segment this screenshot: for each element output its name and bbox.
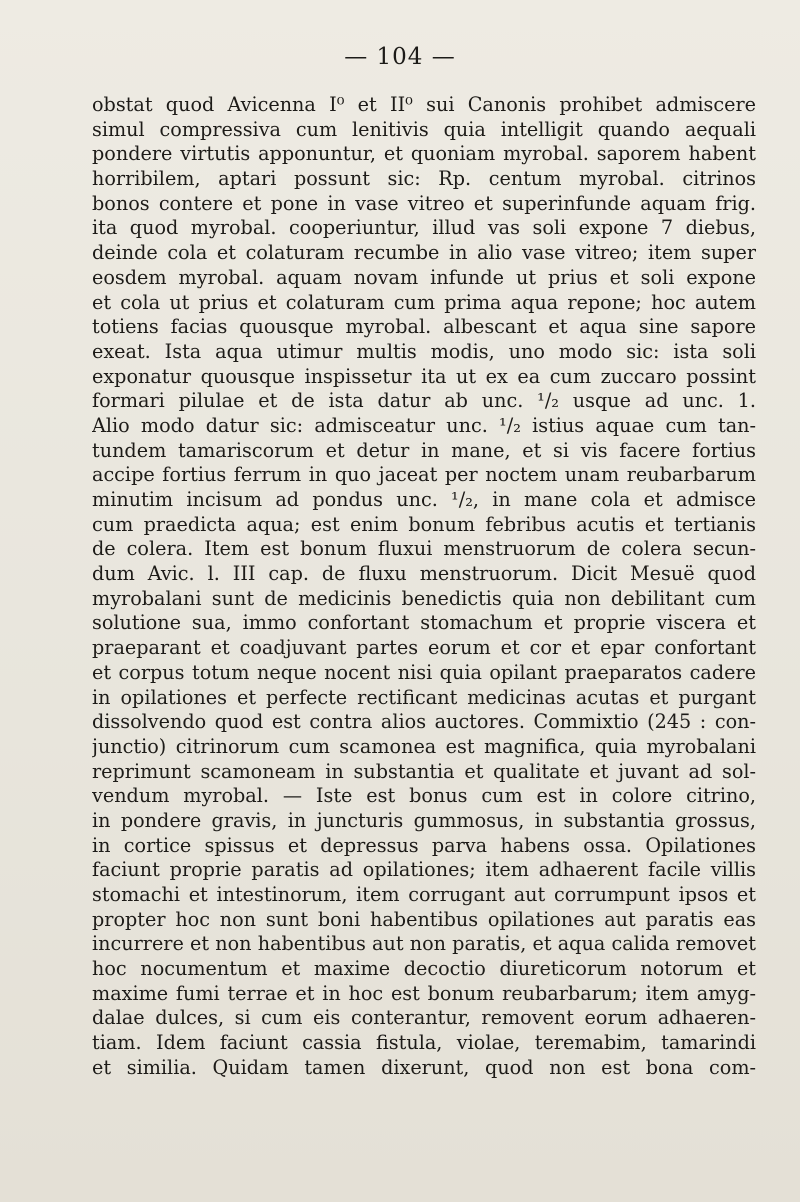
text-line: solutione sua, immo confortant stomachum et proprie viscera et <box>92 611 756 635</box>
text-line: dalae dulces, si cum eis conterantur, removent eorum adhaeren- <box>92 1006 756 1030</box>
text-line: tiam. Idem faciunt cassia fistula, violae, teremabim, tamarindi <box>92 1031 756 1055</box>
text-line: pondere virtutis apponuntur, et quoniam myrobal. saporem habent <box>92 142 756 166</box>
text-line: deinde cola et colaturam recumbe in alio vase vitreo; item super <box>92 241 756 265</box>
text-line: faciunt proprie paratis ad opilationes; item adhaerent facile villis <box>92 858 756 882</box>
text-line: propter hoc non sunt boni habentibus opilationes aut paratis eas <box>92 907 756 931</box>
text-line: dum Avic. l. III cap. de fluxu menstruorum. Dicit Mesuë quod <box>92 562 756 586</box>
text-line: reprimunt scamoneam in substantia et qualitate et juvant ad sol- <box>92 759 756 783</box>
text-line: bonos contere et pone in vase vitreo et superinfunde aquam frig. <box>92 191 756 215</box>
text-line: maxime fumi terrae et in hoc est bonum reubarbarum; item amyg- <box>92 981 756 1005</box>
text-line: minutim incisum ad pondus unc. ¹/₂, in mane cola et admisce <box>92 488 756 511</box>
text-line: junctio) citrinorum cum scamonea est magnifica, quia myrobalani <box>92 734 756 758</box>
body-text <box>92 93 756 1081</box>
text-line: in opilationes et perfecte rectificant medicinas acutas et purgant <box>92 685 756 709</box>
text-line: cum praedicta aqua; est enim bonum febribus acutis et tertianis <box>92 512 756 536</box>
text-line: de colera. Item est bonum fluxui menstruorum de colera secun- <box>92 537 756 561</box>
text-line: eosdem myrobal. aquam novam infunde ut prius et soli expone <box>92 265 756 289</box>
text-line: accipe fortius ferrum in quo jaceat per noctem unam reubarbarum <box>92 463 756 487</box>
text-line: exeat. Ista aqua utimur multis modis, uno modo sic: ista soli <box>92 339 756 363</box>
text-line: exponatur quousque inspissetur ita ut ex ea cum zuccaro possint <box>92 364 756 388</box>
text-line: myrobalani sunt de medicinis benedictis quia non debilitant cum <box>92 586 756 610</box>
text-line: vendum myrobal. — Iste est bonus cum est in colore citrino, <box>92 784 756 808</box>
text-line: praeparant et coadjuvant partes eorum et cor et epar confortant <box>92 636 756 660</box>
page-number: — 104 — <box>344 44 456 70</box>
text-line: totiens facias quousque myrobal. albescant et aqua sine sapore <box>92 315 756 339</box>
text-line: formari pilulae et de ista datur ab unc. ¹/₂ usque ad unc. 1. <box>92 389 756 413</box>
text-line: dissolvendo quod est contra alios auctores. Commixtio (245 : con- <box>92 710 756 734</box>
text-line: simul compressiva cum lenitivis quia intelligit quando aequali <box>92 117 756 141</box>
text-line: in pondere gravis, in juncturis gummosus, in substantia grossus, <box>92 808 756 832</box>
text-line: hoc nocumentum et maxime decoctio diureticorum notorum et <box>92 957 756 981</box>
text-line: et cola ut prius et colaturam cum prima aqua repone; hoc autem <box>92 290 756 314</box>
text-line: Alio modo datur sic: admisceatur unc. ¹/₂ istius aquae cum tan- <box>92 413 756 437</box>
text-line: stomachi et intestinorum, item corrugant aut corrumpunt ipsos et <box>92 883 756 906</box>
text-line: et corpus totum neque nocent nisi quia opilant praeparatos cadere <box>92 660 756 684</box>
text-line: tundem tamariscorum et detur in mane, et si vis facere fortius <box>92 438 756 462</box>
text-line: in cortice spissus et depressus parva habens ossa. Opilationes <box>92 833 756 857</box>
text-line: incurrere et non habentibus aut non paratis, et aqua calida removet <box>92 932 756 956</box>
text-line: et similia. Quidam tamen dixerunt, quod non est bona com- <box>92 1055 756 1079</box>
text-line: ita quod myrobal. cooperiuntur, illud vas soli expone 7 diebus, <box>92 216 756 240</box>
text-line: obstat quod Avicenna I⁰ et II⁰ sui Canonis prohibet admiscere <box>92 93 756 116</box>
text-line: horribilem, aptari possunt sic: Rp. centum myrobal. citrinos <box>92 167 756 191</box>
